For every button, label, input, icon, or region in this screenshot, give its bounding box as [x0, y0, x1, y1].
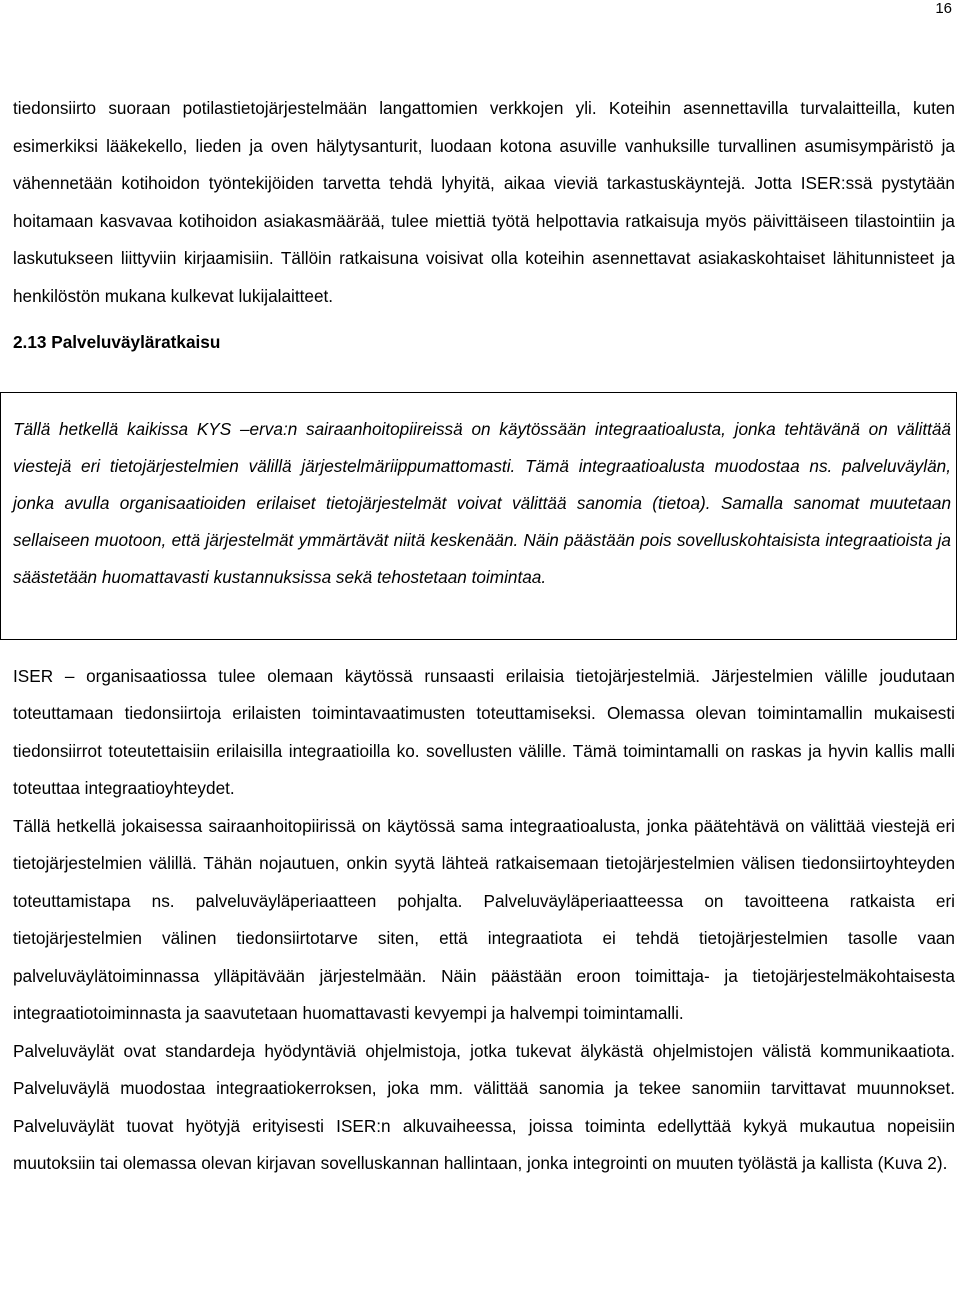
body-paragraph-integration: Tällä hetkellä jokaisessa sairaanhoitopiirissä on käytössä sama integraatioalusta, jonka päätehtävä on välittää viestejä eri tietojärjestelmien välillä. Tähän nojautuen, onkin syytä lähteä ratkaisemaan tietojärjestelmien välisen tiedonsiirtoyhteyden toteuttamistapa ns. palveluväyläperiaatteen pohjalta. Palveluväyläperiaatteessa on tavoitteena ratkaista eri tietojärjestelmien välinen tiedonsiirtotarve siten, että integraatiota ei tehdä tietojärjestelmien tasolle vaan palveluväylätoiminnassa ylläpitävään järjestelmään. Näin päästään eroon toimittaja- ja tietojärjestelmäkohtaisesta integraatiotoiminnasta ja saavutetaan huomattavasti kevyempi ja halvempi toimintamalli. — [13, 815, 955, 1024]
body-section — [13, 658, 955, 1183]
section-heading: 2.13 Palveluväyläratkaisu — [13, 331, 221, 352]
intro-paragraph: tiedonsiirto suoraan potilastietojärjestelmään langattomien verkkojen yli. Koteihin asennettavilla turvalaitteilla, kuten esimerkiksi lääkekello, lieden ja oven hälytysanturit, luodaan kotona asuville vanhuksille turvallinen asumisympäristö ja vähennetään kotihoidon työntekijöiden tarvetta tehdä lyhyitä, aikaa vieviä tarkastuskäyntejä. Jotta ISER:ssä pystytään hoitamaan kasvavaa kotihoidon asiakasmäärää, tulee miettiä työtä helpottavia ratkaisuja myös päivittäiseen tilastointiin ja laskutukseen liittyviin kirjaamisiin. Tällöin ratkaisuna voisivat olla koteihin asennettavat asiakaskohtaiset lähitunnisteet ja henkilöstön mukana kulkevat lukijalaitteet. — [13, 98, 955, 306]
intro-section — [13, 90, 955, 316]
body-paragraph-iser: ISER – organisaatiossa tulee olemaan käytössä runsaasti erilaisia tietojärjestelmiä. Järjestelmien välille joudutaan toteuttamaan tiedonsiirtoja erilaisten toimintavaatimusten toteuttamiseksi. Olemassa olevan toimintamallin mukaisesti tiedonsiirrot toteutettaisiin erilaisilla integraatioilla ko. sovellusten välille. Tämä toimintamalli on raskas ja hyvin kallis malli toteuttaa integraatioyhteydet. — [13, 665, 955, 799]
page-number: 16 — [935, 0, 952, 17]
page-content — [13, 90, 955, 1183]
body-paragraph-service-bus: Palveluväylät ovat standardeja hyödyntäviä ohjelmistoja, jotka tukevat älykästä ohjelmistojen välistä kommunikaatiota. Palveluväylä muodostaa integraatiokerroksen, joka mm. välittää sanomia ja tekee sanomiin tarvittavat muunnokset. Palveluväylät tuovat hyötyjä erityisesti ISER:n alkuvaiheessa, joissa toiminta edellyttää kykyä mukautua nopeisiin muutoksiin tai olemassa olevan kirjavan sovelluskannan hallintaan, jonka integrointi on muuten työlästä ja kallista (Kuva 2). — [13, 1040, 955, 1174]
highlight-paragraph: Tällä hetkellä kaikissa KYS –erva:n sairaanhoitopiireissä on käytössään integraatioalusta, jonka tehtävänä on välittää viestejä eri tietojärjestelmien välillä järjestelmäriippumattomasti. Tämä integraatioalusta muodostaa ns. palveluväylän, jonka avulla organisaatioiden erilaiset tietojärjestelmät voivat välittää sanomia (tietoa). Samalla sanomat muutetaan sellaiseen muotoon, että järjestelmät ymmärtävät niitä keskenään. Näin päästään pois sovelluskohtaisista integraatioista ja säästetään huomattavasti kustannuksissa sekä tehostetaan toimintaa. — [13, 418, 951, 587]
highlight-box — [0, 392, 957, 640]
